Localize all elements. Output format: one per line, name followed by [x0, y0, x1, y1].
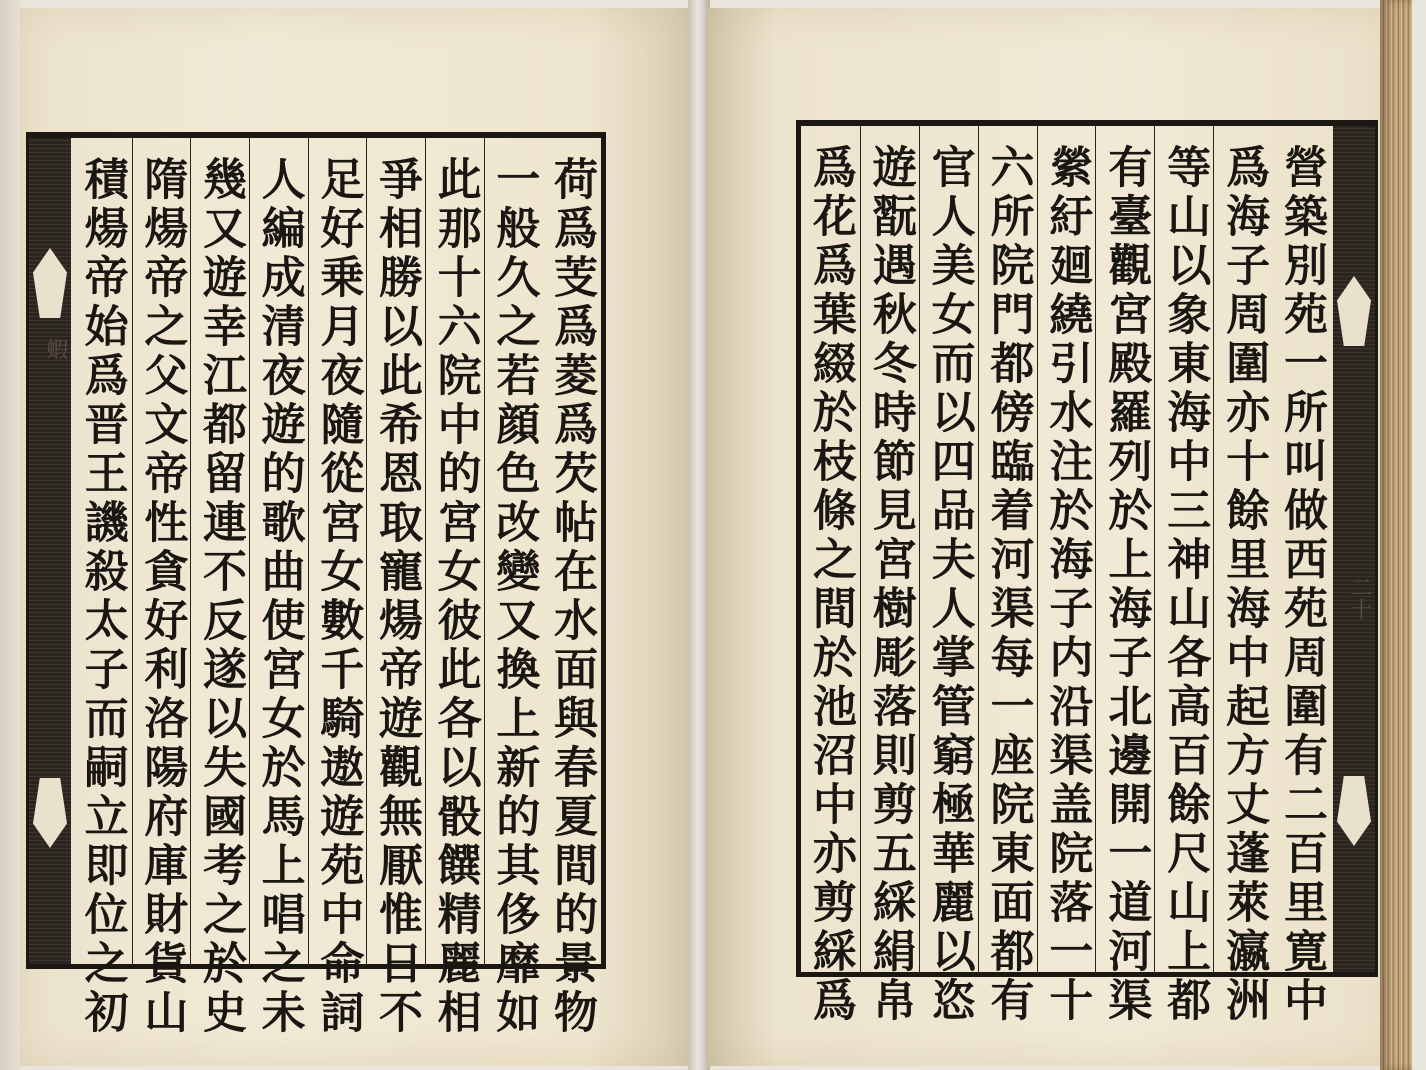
left-column — [484, 138, 544, 1038]
left-column-text: 人編成清夜遊的歌曲使宮女於馬上唱之未 — [253, 156, 305, 1038]
left-column-text: 一般久之若顔色改變又換上新的其侈靡如 — [488, 156, 540, 1038]
background-strip — [1412, 0, 1426, 1070]
left-column — [249, 138, 309, 1038]
right-column — [1272, 126, 1331, 1026]
book-left-edge — [0, 0, 22, 1070]
left-column-text: 足好乗月夜隨從宮女數千騎遨遊苑中命詞 — [312, 156, 364, 1038]
left-column-text: 此那十六院中的宮女彼此各以骰饌精麗相 — [429, 156, 481, 1038]
right-column-text: 有臺觀宮殿羅列於上海子北邊開一道河渠 — [1100, 144, 1152, 1026]
left-column — [542, 138, 601, 1038]
left-text-columns — [73, 138, 601, 1038]
fish-tail-mark-icon — [33, 778, 67, 848]
right-text-frame — [796, 120, 1378, 1026]
left-column-text: 幾又遊幸江都留連不反遂以失國考之於史 — [194, 156, 246, 1038]
right-column — [919, 126, 979, 1026]
right-column-text: 爲海子周圍亦十餘里海中起方丈蓬萊瀛洲 — [1218, 144, 1270, 1026]
fish-tail-mark-icon — [33, 248, 67, 318]
left-column-text: 爭相勝以此希恩取寵煬帝遊觀無厭惟日不 — [370, 156, 422, 1038]
left-column — [190, 138, 250, 1038]
right-column — [860, 126, 920, 1026]
left-margin-label: 蝦 — [43, 338, 68, 360]
right-column — [1154, 126, 1214, 1026]
left-column — [73, 138, 132, 1038]
left-column-text: 隋煬帝之父文帝性貪好利洛陽府庫財貨山 — [136, 156, 188, 1038]
right-column-text: 遊翫遇秋冬時節見宮樹彫落則剪五綵絹帛 — [864, 144, 916, 1026]
left-hanshin-band — [29, 138, 71, 964]
right-hanshin-band — [1333, 126, 1375, 972]
right-column — [1213, 126, 1273, 1026]
right-column — [801, 126, 860, 1026]
left-column — [366, 138, 426, 1038]
right-column-text: 爲花爲葉綴於枝條之間於池沼中亦剪綵爲 — [804, 144, 856, 1026]
right-column-text: 等山以象東海中三神山各高百餘尺山上都 — [1159, 144, 1211, 1026]
left-column-text: 積煬帝始爲晋王譏殺太子而嗣立即位之初 — [76, 156, 128, 1038]
right-column-text: 縈紆廻繞引水注於海子内沿渠盖院落一十 — [1041, 144, 1093, 1026]
right-column-text: 營築別苑一所叫做西苑周圍有二百里寛中 — [1275, 144, 1327, 1026]
left-column — [132, 138, 192, 1038]
left-text-frame — [26, 132, 606, 1038]
right-text-columns — [801, 126, 1331, 1026]
right-margin-label: 二十 — [1347, 576, 1372, 620]
right-column — [1037, 126, 1097, 1026]
left-column — [308, 138, 368, 1038]
fish-tail-mark-icon — [1337, 276, 1371, 346]
right-column-text: 官人美女而以四品夫人掌管窮極華麗以恣 — [923, 144, 975, 1026]
book-gutter — [688, 0, 710, 1070]
right-column — [1095, 126, 1155, 1026]
left-column-text: 荷爲芰爲菱爲芡帖在水面與春夏間的景物 — [545, 156, 597, 1038]
left-column — [425, 138, 485, 1038]
fish-tail-mark-icon — [1337, 776, 1371, 846]
right-column-text: 六所院門都傍臨着河渠每一座院東面都有 — [982, 144, 1034, 1026]
right-column — [978, 126, 1038, 1026]
